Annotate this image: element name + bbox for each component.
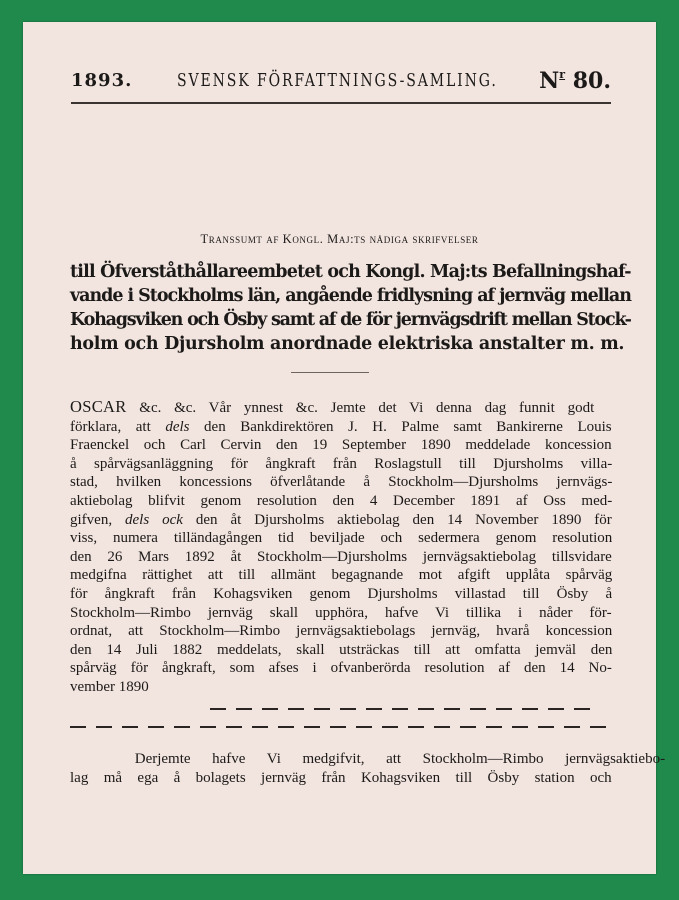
dash-mark [210,708,226,710]
section-divider [291,372,369,373]
body-line: Fraenckel och Carl Cervin den 19 September 1890 meddelade koncession [70,437,612,454]
body-line [70,511,612,530]
dash-mark [522,708,538,710]
dash-mark [288,708,304,710]
dash-mark [470,708,486,710]
heading [70,260,631,356]
body-text: &c. &c. Vår ynnest &c. Jemte det Vi denna dag funnit godt [126,400,595,416]
dash-mark [314,708,330,710]
dash-mark [278,726,294,728]
body-line: för ångkraft från Kohagsviken genom Djursholms villastad till Ösby å [70,585,613,602]
dash-mark [340,708,356,710]
heading-line: till Öfverståthållareembetet och Kongl. Maj:ts Befallningshaf- [70,262,631,282]
dash-mark [148,726,164,728]
dash-mark [226,726,242,728]
dash-mark [574,708,590,710]
body-line [70,750,666,769]
document-page [23,22,666,874]
subtitle: Transsumt af Kongl. Maj:ts nådiga skrifvelser [200,232,479,246]
header-number-suffix: r [559,68,566,81]
header-number-value: 80. [572,68,611,94]
body-line: medgifna rättighet att till allmänt begagnande mot afgift upplåta spårväg [70,567,613,584]
dash-mark [590,726,606,728]
body-line: Stockholm—Rimbo jernväg skall upphöra, hafve Vi tillika i nåder för- [70,604,612,621]
dash-mark [392,708,408,710]
header-number [539,68,611,94]
header-title: SVENSK FÖRFATTNINGS-SAMLING. [177,70,498,91]
dash-mark [418,708,434,710]
body-text: förklara, att [70,418,166,435]
dash-mark [512,726,528,728]
dash-mark [356,726,372,728]
heading-line: holm och Djursholm anordnade elektriska anstalter m. m. [70,334,625,354]
body-text: den åt Djursholms aktiebolag den 14 November 1890 för [182,511,612,528]
dash-mark [70,726,86,728]
dash-mark [366,708,382,710]
dash-mark [122,726,138,728]
body-text: den Bankdirektören J. H. Palme samt Bankirerne Louis [189,418,612,435]
dash-mark [548,708,564,710]
body-line: spårväg för ångkraft, som afses i ofvanberörda resolution af den 14 No- [70,660,612,677]
dash-mark [200,726,216,728]
dash-mark [460,726,476,728]
body-line [70,398,612,418]
body-line: ordnat, att Stockholm—Rimbo jernvägsaktiebolags jernväg, hvarå koncession [70,623,613,640]
dash-mark [444,708,460,710]
body-text: Derjemte hafve Vi medgifvit, att Stockholm—Rimbo jernvägsaktiebo- [134,751,666,767]
dash-mark [252,726,268,728]
body-line: vember 1890 [70,678,149,695]
dash-mark [486,726,502,728]
dash-mark [434,726,450,728]
heading-line: Kohagsviken och Ösby samt af de för jernvägsdrift mellan Stock- [70,310,631,330]
dash-mark [262,708,278,710]
body-line: stad, hvilken koncessions öfverlåtande å Stockholm—Djursholms jernvägs- [70,474,613,491]
second-paragraph [70,750,666,787]
body-line: aktiebolag blifvit genom resolution den 4 December 1891 af Oss med- [70,492,613,509]
dash-mark [538,726,554,728]
header-number-prefix: N [539,68,560,94]
dash-mark [96,726,112,728]
dash-mark [304,726,320,728]
heading-line: vande i Stockholms län, angående fridlysning af jernväg mellan [70,286,631,306]
body-line [70,418,612,437]
body-line: viss, numera tilländagången tid beviljade och sedermera genom resolution [70,530,613,547]
dash-mark [236,708,252,710]
dash-mark [564,726,580,728]
body-text: gifven, [70,511,126,528]
dash-mark [382,726,398,728]
header-rule [71,102,611,104]
body-line: den 26 Mars 1892 åt Stockholm—Djursholms jernvägsaktiebolag tillsvidare [70,548,612,565]
dash-mark [174,726,190,728]
body-emphasis: dels [165,418,190,435]
body-paragraph [70,398,612,697]
body-line: å spårvägsanläggning för ångkraft från Roslagstull till Djursholms villa- [70,455,613,472]
body-line: den 14 Juli 1882 meddelats, skall utsträckas till att omfatta jemväl den [70,641,613,658]
dash-mark [496,708,512,710]
header-year: 1893. [71,70,133,91]
body-line: lag må ega å bolagets jernväg från Kohagsviken till Ösby station och [70,769,612,786]
page-header [71,70,611,100]
dash-mark [330,726,346,728]
dash-mark [408,726,424,728]
lead-word: OSCAR [70,397,127,416]
body-emphasis: dels ock [125,511,183,528]
omission-dashes [70,712,610,730]
